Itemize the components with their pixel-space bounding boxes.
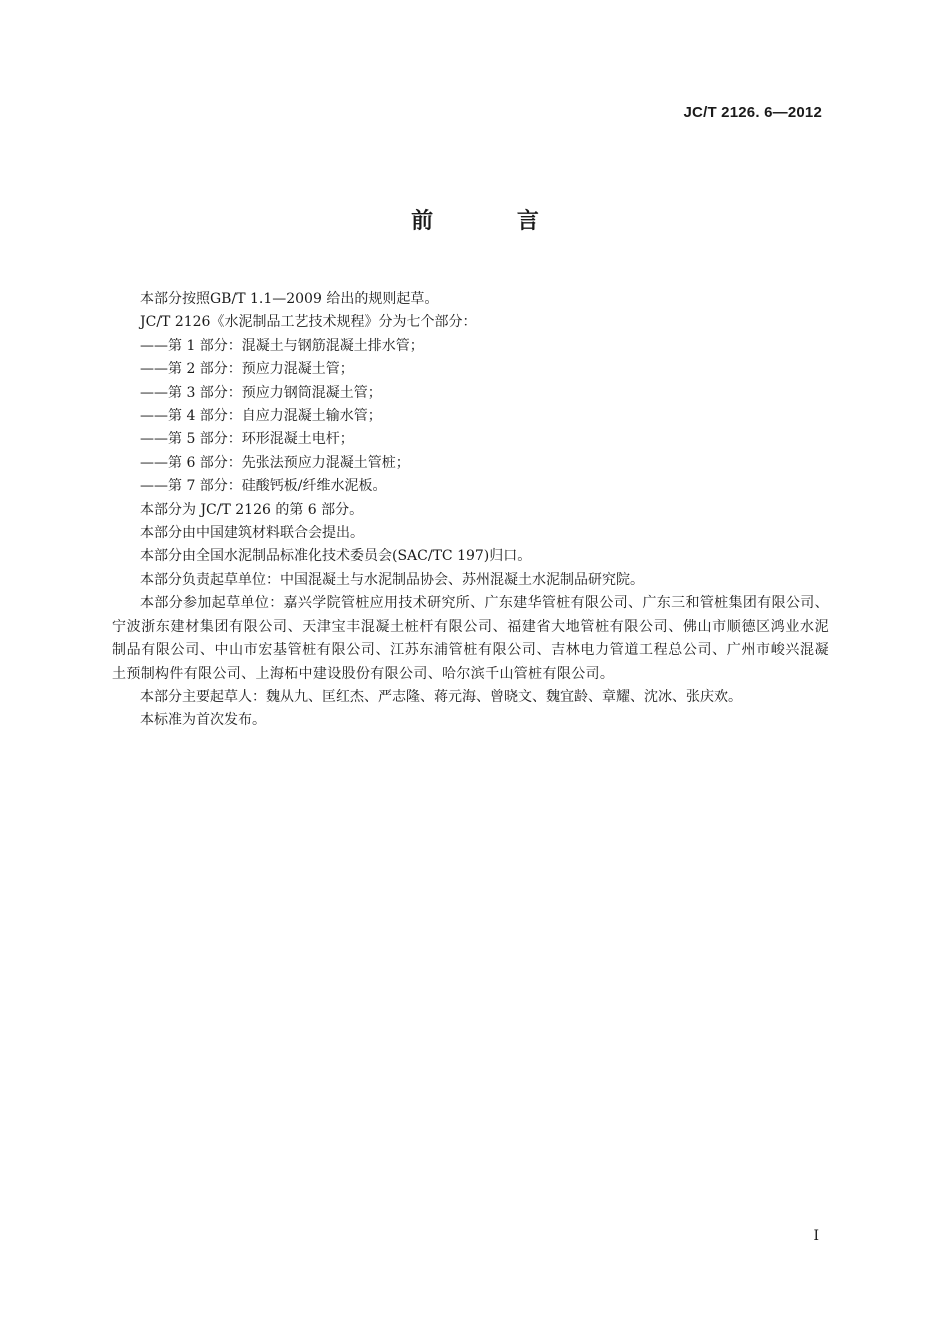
paragraph-intro: JC/T 2126《水泥制品工艺技术规程》分为七个部分： bbox=[140, 314, 477, 331]
document-code: JC/T 2126. 6—2012 bbox=[683, 104, 822, 121]
paragraph-rule: 本部分按照GB/T 1.1—2009 给出的规则起草。 bbox=[140, 291, 439, 307]
list-item-part-3: ——第 3 部分：预应力钢筒混凝土管； bbox=[140, 384, 382, 401]
paragraph-drafters: 本部分主要起草人：魏从九、匡红杰、严志隆、蒋元海、曾晓文、魏宜龄、章耀、沈冰、张庆欢。 bbox=[140, 688, 742, 705]
paragraph-committee: 本部分由全国水泥制品标准化技术委员会(SAC/TC 197)归口。 bbox=[140, 548, 532, 565]
foreword-body bbox=[112, 288, 829, 733]
paragraph-this-part: 本部分为 JC/T 2126 的第 6 部分。 bbox=[140, 501, 364, 518]
paragraph-participants: 本部分参加起草单位：嘉兴学院管桩应用技术研究所、广东建华管桩有限公司、广东三和管桩集团有限公司、宁波浙东建材集团有限公司、天津宝丰混凝土桩杆有限公司、福建省大地管桩有限公司、佛山市顺德区鸿业水泥制品有限公司、中山市宏基管桩有限公司、江苏东浦管桩有限公司、吉林电力管道工程总公司、广州市峻兴混凝土预制构件有限公司、上海柘中建设股份有限公司、哈尔滨千山管桩有限公司。 bbox=[112, 595, 829, 682]
paragraph-lead-units: 本部分负责起草单位：中国混凝土与水泥制品协会、苏州混凝土水泥制品研究院。 bbox=[140, 571, 644, 588]
list-item-part-4: ——第 4 部分：自应力混凝土输水管； bbox=[140, 408, 382, 425]
list-item-part-7: ——第 7 部分：硅酸钙板/纤维水泥板。 bbox=[140, 478, 387, 495]
page-number: I bbox=[813, 1228, 819, 1244]
paragraph-proposer: 本部分由中国建筑材料联合会提出。 bbox=[140, 525, 364, 542]
paragraph-first-release: 本标准为首次发布。 bbox=[140, 712, 266, 729]
list-item-part-1: ——第 1 部分：混凝土与钢筋混凝土排水管； bbox=[140, 337, 424, 354]
list-item-part-6: ——第 6 部分：先张法预应力混凝土管桩； bbox=[140, 454, 410, 471]
page-title: 前 言 bbox=[411, 209, 577, 234]
list-item-part-5: ——第 5 部分：环形混凝土电杆； bbox=[140, 431, 354, 448]
list-item-part-2: ——第 2 部分：预应力混凝土管； bbox=[140, 361, 354, 378]
